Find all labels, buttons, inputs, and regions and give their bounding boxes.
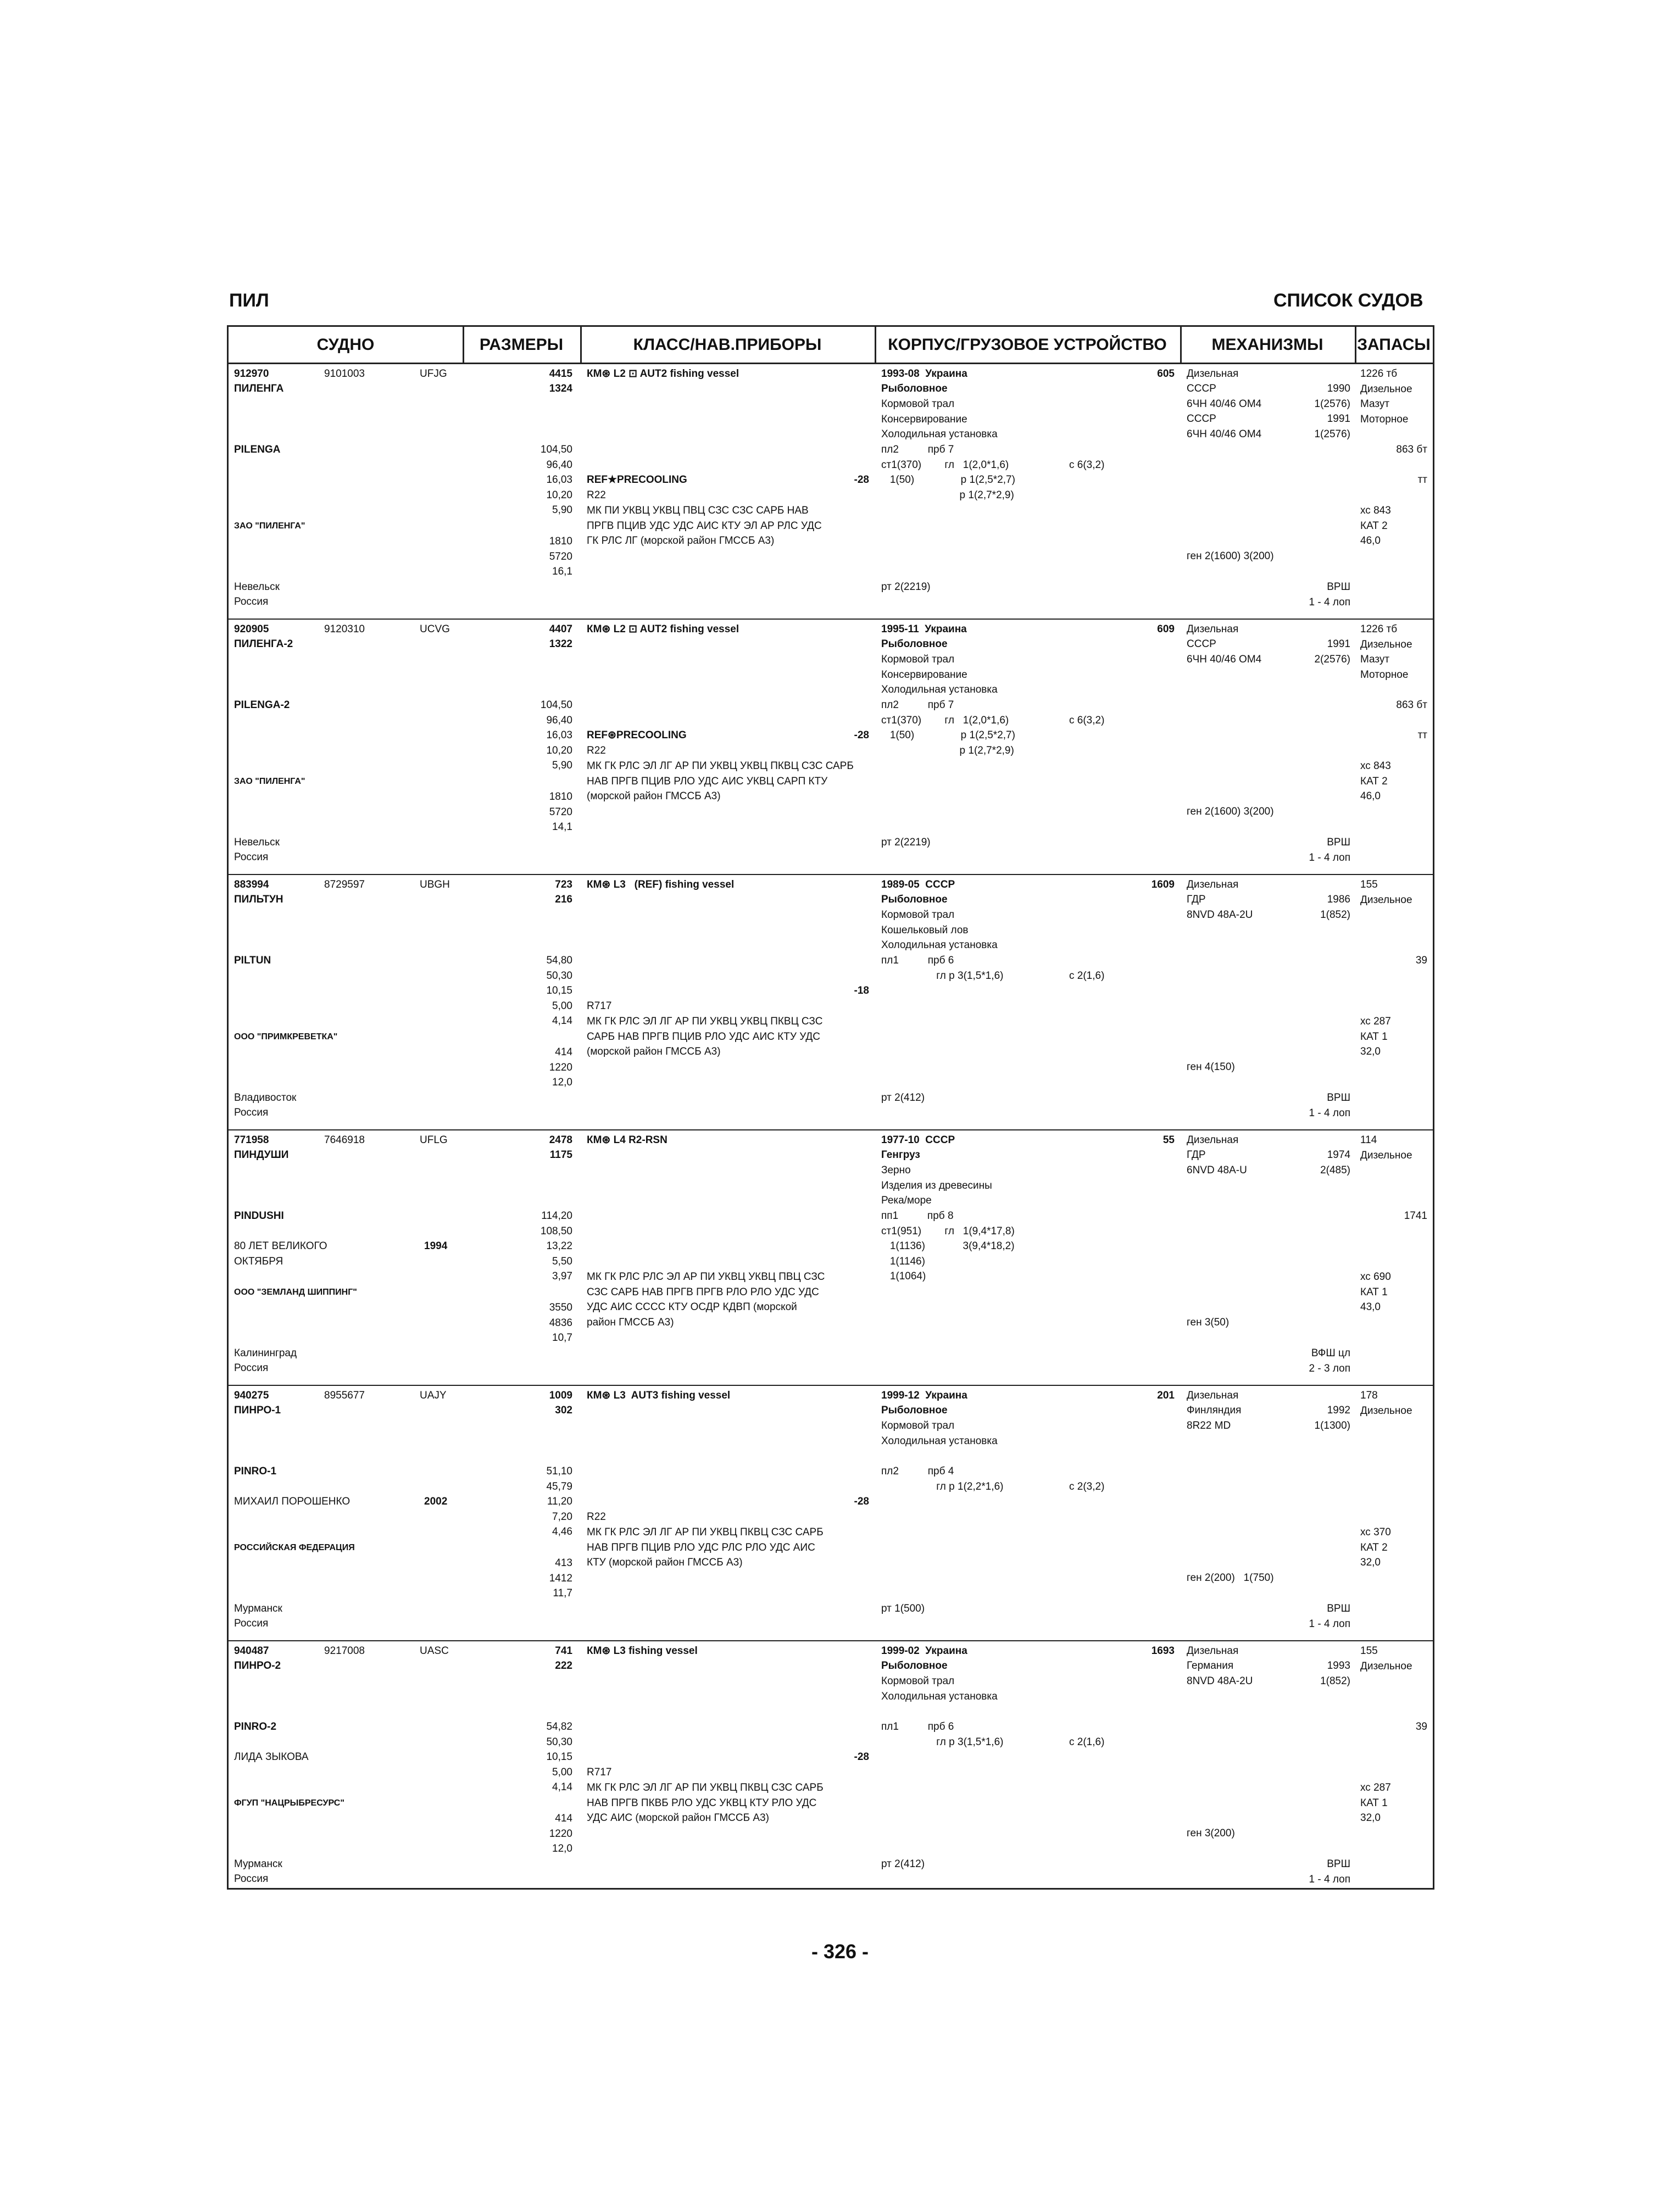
column-header-supplies: ЗАПАСЫ — [1355, 327, 1433, 364]
category-info: хс 690 КАТ 1 43,0 — [1360, 1271, 1391, 1313]
refrigeration-temperature: -28 — [854, 1751, 869, 1763]
hull-number: 605 — [1157, 368, 1175, 380]
dimensions-list: 104,50 96,40 16,03 10,20 5,90 — [540, 699, 572, 771]
column-header-dimensions: РАЗМЕРЫ — [463, 327, 580, 364]
deck-cranes: с 6(3,2) — [1069, 715, 1105, 726]
refrigerant: R22 — [587, 745, 606, 756]
call-sign: UFLG — [420, 1134, 448, 1146]
fuel-supplies: 155 Дизельное — [1360, 879, 1412, 906]
home-port: Мурманск — [234, 1603, 282, 1614]
owner: ООО "ЗЕМЛАНД ШИППИНГ" — [234, 1288, 357, 1297]
call-sign: UASC — [420, 1645, 449, 1657]
gross-tonnage: 4415 — [549, 368, 572, 380]
column-divider — [875, 327, 876, 364]
capacity-list: 413 1412 11,7 — [549, 1557, 572, 1599]
owner: ФГУП "НАЦРЫБРЕСУРС" — [234, 1798, 344, 1808]
category-info: хс 287 КАТ 1 32,0 — [1360, 1782, 1391, 1824]
category-info: хс 370 КАТ 2 32,0 — [1360, 1527, 1391, 1568]
flag-country: Россия — [234, 851, 269, 863]
vessel-name-latin: PILENGA-2 — [234, 699, 290, 711]
fuel-supplies: 114 Дизельное — [1360, 1134, 1412, 1161]
imo-number: 8729597 — [324, 879, 365, 890]
vessel-record — [229, 1386, 1433, 1641]
vessel-type: Генгруз — [881, 1149, 920, 1161]
refrigeration-temperature: -28 — [854, 729, 869, 741]
flag-country: Россия — [234, 596, 269, 608]
engine-origin: ГДР 6NVD 48A-U — [1187, 1149, 1247, 1176]
registry-number: 771958 — [234, 1134, 269, 1146]
engine-type: Дизельная — [1187, 1134, 1239, 1146]
dimensions-list: 104,50 96,40 16,03 10,20 5,90 — [540, 444, 572, 516]
build-date-country: 1999-12 Украина — [881, 1390, 967, 1401]
engine-origin: СССР 6ЧН 40/46 ОМ4 СССР 6ЧН 40/46 ОМ4 — [1187, 383, 1262, 440]
vessel-name: ПИЛЕНГА — [234, 383, 284, 394]
engine-details: 1990 1(2576) 1991 1(2576) — [1314, 383, 1350, 440]
refrigerant: R22 — [587, 1511, 606, 1523]
column-header-hull: КОРПУС/ГРУЗОВОЕ УСТРОЙСТВО — [875, 327, 1180, 364]
registry-number: 940275 — [234, 1390, 269, 1401]
call-sign: UBGH — [420, 879, 450, 890]
engine-origin: Финляндия 8R22 MD — [1187, 1405, 1242, 1431]
hull-features: Кормовой трал Холодильная установка — [881, 1420, 998, 1447]
net-tonnage: 1322 — [549, 638, 572, 650]
column-header-vessel: СУДНО — [229, 327, 463, 364]
owner: ЗАО "ПИЛЕНГА" — [234, 521, 305, 531]
supplies-volume: 39 — [1415, 1721, 1427, 1733]
deck-holds: пл1 прб 6 гл р 3(1,5*1,6) — [881, 1721, 1004, 1748]
deck-holds: пп1 прб 8 ст1(951) гл 1(9,4*17,8) 1(1136) 3(9,4*18,2) 1(1146) 1(1064) — [881, 1210, 1015, 1282]
engine-type: Дизельная — [1187, 879, 1239, 890]
category-info: хс 843 КАТ 2 46,0 — [1360, 760, 1391, 802]
net-tonnage: 222 — [555, 1660, 572, 1672]
supplies-volume: 1741 — [1404, 1210, 1427, 1222]
gross-tonnage: 741 — [555, 1645, 572, 1657]
engine-type: Дизельная — [1187, 623, 1239, 635]
capacity-list: 3550 4836 10,7 — [549, 1302, 572, 1344]
propeller: ВРШ 1 - 4 лоп — [1309, 581, 1350, 608]
category-info: хс 287 КАТ 1 32,0 — [1360, 1016, 1391, 1057]
propeller: ВФШ цл 2 - 3 лоп — [1309, 1347, 1350, 1374]
dimensions-list: 114,20 108,50 13,22 5,50 3,97 — [540, 1210, 572, 1282]
deck-cranes: с 6(3,2) — [1069, 459, 1105, 471]
navigation-equipment: МК ГК РЛС ЭЛ ЛГ АР ПИ УКВЦ УКВЦ ПКВЦ СЗС САРБ НАВ ПРГВ ПЦИВ РЛО УДС АИС УКВЦ САРП КТУ (морской район ГМССБ А3) — [587, 760, 854, 802]
generators: ген 4(150) — [1187, 1061, 1235, 1073]
engine-origin: Германия 8NVD 48A-2U — [1187, 1660, 1253, 1687]
navigation-equipment: МК ГК РЛС ЭЛ ЛГ АР ПИ УКВЦ УКВЦ ПКВЦ СЗС САРБ НАВ ПРГВ ПЦИВ РЛО УДС АИС КТУ УДС (морской район ГМССБ А3) — [587, 1016, 823, 1057]
home-port: Владивосток — [234, 1092, 297, 1104]
former-name: МИХАИЛ ПОРОШЕНКО — [234, 1496, 351, 1507]
generators: ген 2(200) 1(750) — [1187, 1572, 1274, 1584]
propeller: ВРШ 1 - 4 лоп — [1309, 1092, 1350, 1119]
flag-country: Россия — [234, 1362, 269, 1374]
call-sign: UCVG — [420, 623, 450, 635]
deck-holds: пл2 прб 7 ст1(370) гл 1(2,0*1,6) 1(50) р 1(2,5*2,7) р 1(2,7*2,9) — [881, 444, 1015, 501]
supplies-unit: тт — [1417, 474, 1427, 486]
cargo-gear: рт 1(500) — [881, 1603, 925, 1614]
fuel-supplies: 178 Дизельное — [1360, 1390, 1412, 1417]
refrigerant: R717 — [587, 1767, 612, 1778]
former-name: 80 ЛЕТ ВЕЛИКОГО ОКТЯБРЯ — [234, 1240, 327, 1267]
hull-features: Кормовой трал Консервирование Холодильная установка — [881, 654, 998, 695]
vessel-name-latin: PINRO-2 — [234, 1721, 277, 1733]
vessel-name: ПИНРО-1 — [234, 1405, 281, 1416]
imo-number: 9217008 — [324, 1645, 365, 1657]
capacity-list: 414 1220 12,0 — [549, 1046, 572, 1088]
page-header-right: СПИСОК СУДОВ — [1273, 290, 1423, 311]
cargo-gear: рт 2(412) — [881, 1092, 925, 1104]
class-notation: КМ⊛ L2 ⊡ AUT2 fishing vessel — [587, 368, 739, 380]
hull-number: 201 — [1157, 1390, 1175, 1401]
vessel-type: Рыболовное — [881, 1405, 948, 1416]
flag-country: Россия — [234, 1873, 269, 1885]
call-sign: UFJG — [420, 368, 447, 380]
gross-tonnage: 2478 — [549, 1134, 572, 1146]
imo-number: 9101003 — [324, 368, 365, 380]
hull-features: Зерно Изделия из древесины Река/море — [881, 1165, 992, 1206]
navigation-equipment: МК ГК РЛС ЭЛ ЛГ АР ПИ УКВЦ ПКВЦ СЗС САРБ НАВ ПРГВ ПКВБ РЛО УДС УКВЦ КТУ РЛО УДС УДС АИС (морской район ГМССБ А3) — [587, 1782, 824, 1824]
engine-origin: СССР 6ЧН 40/46 ОМ4 — [1187, 638, 1262, 665]
engine-details: 1991 2(2576) — [1314, 638, 1350, 665]
dimensions-list: 54,80 50,30 10,15 5,00 4,14 — [546, 955, 572, 1027]
navigation-equipment: МК ГК РЛС РЛС ЭЛ АР ПИ УКВЦ УКВЦ ПВЦ СЗС СЗС САРБ НАВ ПРГВ ПРГВ РЛО РЛО УДС УДС УДС АИС СССС КТУ ОСДР КДВП (морской район ГМССБ А3) — [587, 1271, 825, 1328]
registry-number: 912970 — [234, 368, 269, 380]
column-divider — [1180, 327, 1182, 364]
engine-origin: ГДР 8NVD 48A-2U — [1187, 894, 1253, 921]
build-date-country: 1995-11 Украина — [881, 623, 967, 635]
imo-number: 9120310 — [324, 623, 365, 635]
owner: ООО "ПРИМКРЕВЕТКА" — [234, 1032, 338, 1041]
refrigeration-notation: REF★PRECOOLING — [587, 474, 687, 486]
vessel-record — [229, 620, 1433, 875]
propeller: ВРШ 1 - 4 лоп — [1309, 1603, 1350, 1630]
net-tonnage: 1175 — [549, 1149, 572, 1161]
build-date-country: 1977-10 СССР — [881, 1134, 955, 1146]
owner: ЗАО "ПИЛЕНГА" — [234, 777, 305, 786]
engine-details: 1974 2(485) — [1320, 1149, 1350, 1176]
navigation-equipment: МК ГК РЛС ЭЛ ЛГ АР ПИ УКВЦ ПКВЦ СЗС САРБ НАВ ПРГВ ПЦИВ РЛО УДС РЛС РЛО УДС АИС КТУ (морской район ГМССБ А3) — [587, 1527, 824, 1568]
vessel-record — [229, 1130, 1433, 1386]
refrigeration-temperature: -28 — [854, 474, 869, 486]
category-info: хс 843 КАТ 2 46,0 — [1360, 505, 1391, 547]
hull-number: 1693 — [1151, 1645, 1175, 1657]
former-name: ЛИДА ЗЫКОВА — [234, 1751, 309, 1763]
deck-cranes: с 2(1,6) — [1069, 1736, 1105, 1748]
vessel-type: Рыболовное — [881, 894, 948, 905]
generators: ген 3(200) — [1187, 1828, 1235, 1839]
dimensions-list: 54,82 50,30 10,15 5,00 4,14 — [546, 1721, 572, 1793]
vessel-name-latin: PILTUN — [234, 955, 271, 966]
class-notation: КМ⊛ L4 R2-RSN — [587, 1134, 667, 1146]
vessel-name: ПИНДУШИ — [234, 1149, 289, 1161]
class-notation: КМ⊛ L3 AUT3 fishing vessel — [587, 1390, 731, 1401]
call-sign: UAJY — [420, 1390, 447, 1401]
page-header-left: ПИЛ — [229, 290, 269, 311]
supplies-volume: 863 бт — [1396, 699, 1427, 711]
column-divider — [580, 327, 582, 364]
vessel-name-latin: PILENGA — [234, 444, 281, 455]
class-notation: КМ⊛ L2 ⊡ AUT2 fishing vessel — [587, 623, 739, 635]
hull-features: Кормовой трал Холодильная установка — [881, 1675, 998, 1702]
generators: ген 2(1600) 3(200) — [1187, 550, 1274, 562]
refrigeration-notation: REF⊛PRECOOLING — [587, 729, 687, 741]
flag-country: Россия — [234, 1618, 269, 1629]
ship-register-table — [227, 325, 1434, 1890]
column-header-class: КЛАСС/НАВ.ПРИБОРЫ — [580, 327, 875, 364]
hull-number: 1609 — [1151, 879, 1175, 890]
supplies-volume: 863 бт — [1396, 444, 1427, 455]
class-notation: КМ⊛ L3 (REF) fishing vessel — [587, 879, 735, 890]
generators: ген 2(1600) 3(200) — [1187, 806, 1274, 817]
capacity-list: 1810 5720 16,1 — [549, 536, 572, 577]
fuel-supplies: 155 Дизельное — [1360, 1645, 1412, 1672]
capacity-list: 414 1220 12,0 — [549, 1813, 572, 1854]
registry-number: 883994 — [234, 879, 269, 890]
deck-holds: пл1 прб 6 гл р 3(1,5*1,6) — [881, 955, 1004, 982]
deck-cranes: с 2(1,6) — [1069, 970, 1105, 982]
cargo-gear: рт 2(2219) — [881, 837, 931, 848]
refrigerant: R717 — [587, 1000, 612, 1012]
page-number: - 326 - — [811, 1940, 869, 1963]
engine-type: Дизельная — [1187, 1390, 1239, 1401]
vessel-record — [229, 364, 1433, 620]
deck-cranes: с 2(3,2) — [1069, 1481, 1105, 1492]
hull-number: 609 — [1157, 623, 1175, 635]
imo-number: 7646918 — [324, 1134, 365, 1146]
generators: ген 3(50) — [1187, 1317, 1230, 1328]
refrigeration-temperature: -18 — [854, 985, 869, 996]
engine-details: 1986 1(852) — [1320, 894, 1350, 921]
engine-details: 1992 1(1300) — [1314, 1405, 1350, 1431]
home-port: Мурманск — [234, 1858, 282, 1870]
column-divider — [463, 327, 464, 364]
flag-country: Россия — [234, 1107, 269, 1118]
former-name-year: 2002 — [424, 1496, 448, 1507]
column-header-machinery: МЕХАНИЗМЫ — [1180, 327, 1355, 364]
cargo-gear: рт 2(412) — [881, 1858, 925, 1870]
gross-tonnage: 723 — [555, 879, 572, 890]
vessel-type: Рыболовное — [881, 1660, 948, 1672]
hull-number: 55 — [1162, 1134, 1175, 1146]
cargo-gear: рт 2(2219) — [881, 581, 931, 593]
supplies-unit: тт — [1417, 729, 1427, 741]
home-port: Невельск — [234, 581, 280, 593]
owner: РОССИЙСКАЯ ФЕДЕРАЦИЯ — [234, 1543, 355, 1552]
column-divider — [1355, 327, 1356, 364]
build-date-country: 1989-05 СССР — [881, 879, 955, 890]
propeller: ВРШ 1 - 4 лоп — [1309, 1858, 1350, 1885]
navigation-equipment: МК ПИ УКВЦ УКВЦ ПВЦ СЗС СЗС САРБ НАВ ПРГВ ПЦИВ УДС УДС АИС КТУ ЭЛ АР РЛС УДС ГК РЛС ЛГ (морской район ГМССБ А3) — [587, 505, 822, 547]
hull-features: Кормовой трал Консервирование Холодильная установка — [881, 398, 998, 440]
net-tonnage: 1324 — [549, 383, 572, 394]
registry-number: 920905 — [234, 623, 269, 635]
vessel-type: Рыболовное — [881, 638, 948, 650]
engine-type: Дизельная — [1187, 368, 1239, 380]
refrigerant: R22 — [587, 489, 606, 501]
refrigeration-temperature: -28 — [854, 1496, 869, 1507]
gross-tonnage: 1009 — [549, 1390, 572, 1401]
vessel-record — [229, 1641, 1433, 1897]
vessel-name: ПИЛЕНГА-2 — [234, 638, 293, 650]
imo-number: 8955677 — [324, 1390, 365, 1401]
fuel-supplies: 1226 тб Дизельное Мазут Моторное — [1360, 623, 1412, 681]
propeller: ВРШ 1 - 4 лоп — [1309, 837, 1350, 864]
vessel-name: ПИЛЬТУН — [234, 894, 283, 905]
vessel-name-latin: PINRO-1 — [234, 1466, 277, 1477]
fuel-supplies: 1226 тб Дизельное Мазут Моторное — [1360, 368, 1412, 425]
vessel-record — [229, 875, 1433, 1130]
deck-holds: пл2 прб 7 ст1(370) гл 1(2,0*1,6) 1(50) р 1(2,5*2,7) р 1(2,7*2,9) — [881, 699, 1015, 756]
net-tonnage: 216 — [555, 894, 572, 905]
supplies-volume: 39 — [1415, 955, 1427, 966]
build-date-country: 1993-08 Украина — [881, 368, 967, 380]
registry-number: 940487 — [234, 1645, 269, 1657]
hull-features: Кормовой трал Кошельковый лов Холодильная установка — [881, 909, 998, 951]
gross-tonnage: 4407 — [549, 623, 572, 635]
vessel-type: Рыболовное — [881, 383, 948, 394]
vessel-name: ПИНРО-2 — [234, 1660, 281, 1672]
vessel-name-latin: PINDUSHI — [234, 1210, 284, 1222]
net-tonnage: 302 — [555, 1405, 572, 1416]
capacity-list: 1810 5720 14,1 — [549, 791, 572, 833]
home-port: Невельск — [234, 837, 280, 848]
deck-holds: пл2 прб 4 гл р 1(2,2*1,6) — [881, 1466, 1004, 1492]
class-notation: КМ⊛ L3 fishing vessel — [587, 1645, 698, 1657]
build-date-country: 1999-02 Украина — [881, 1645, 967, 1657]
home-port: Калининград — [234, 1347, 297, 1359]
engine-type: Дизельная — [1187, 1645, 1239, 1657]
dimensions-list: 51,10 45,79 11,20 7,20 4,46 — [546, 1466, 572, 1537]
former-name-year: 1994 — [424, 1240, 448, 1252]
engine-details: 1993 1(852) — [1320, 1660, 1350, 1687]
